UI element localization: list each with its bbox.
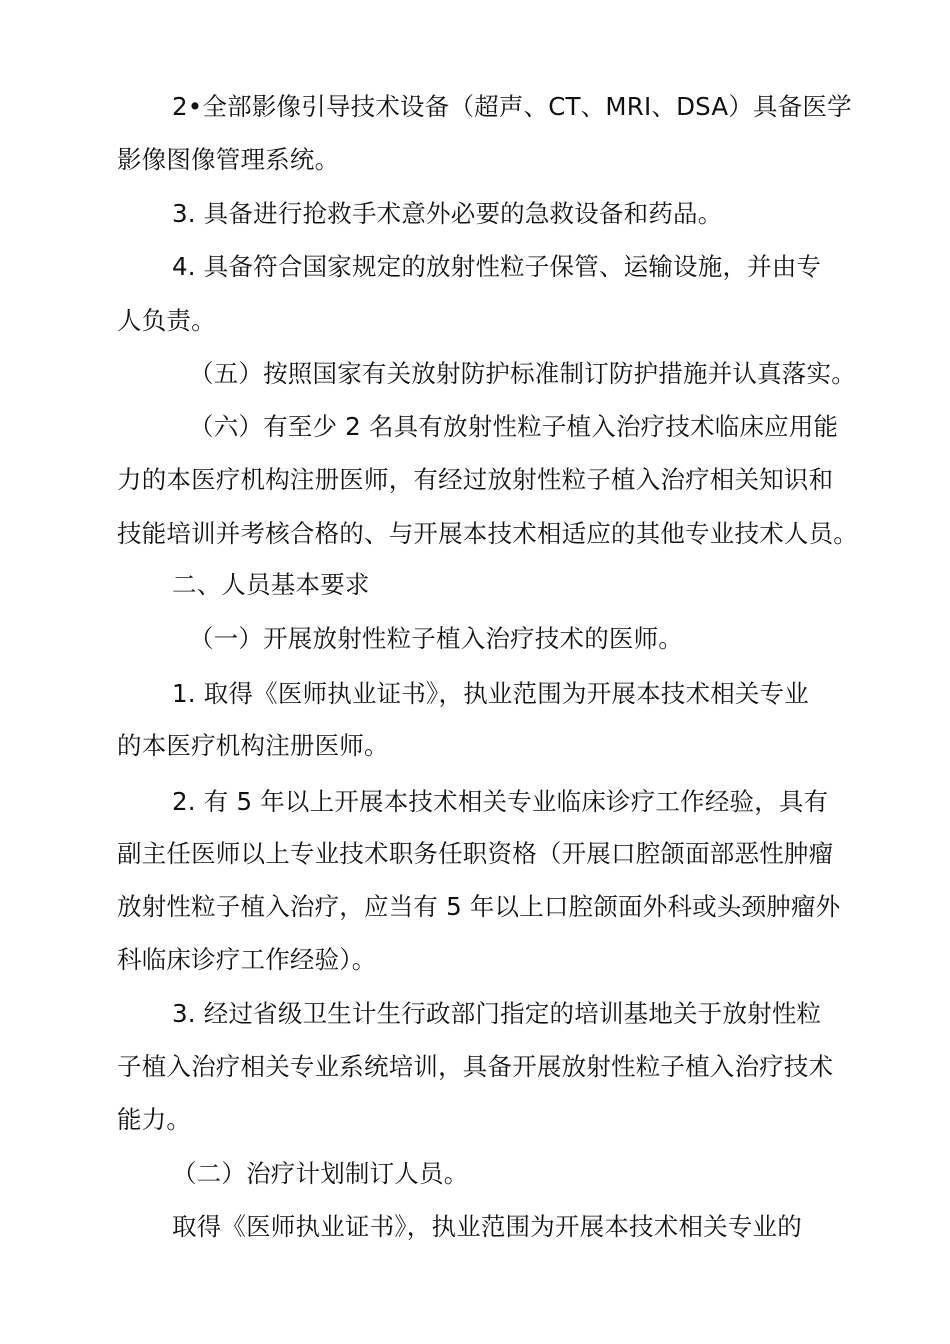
text-line: 取得《医师执业证书》，执业范围为开展本技术相关专业的: [172, 1212, 802, 1241]
section-heading: 二、人员基本要求: [172, 570, 370, 599]
text-line: 副主任医师以上专业技术职务任职资格（开展口腔颌面部恶性肿瘤: [117, 839, 834, 868]
subsection-heading: （二）治疗计划制订人员。: [172, 1159, 469, 1188]
text-line: 3. 经过省级卫生计生行政部门指定的培训基地关于放射性粒: [172, 999, 822, 1028]
text-line: 影像图像管理系统。: [117, 145, 340, 174]
text-line: 2•全部影像引导技术设备（超声、CT、MRI、DSA）具备医学: [172, 92, 852, 121]
text-line: 能力。: [117, 1105, 192, 1134]
text-line: （五）按照国家有关放射防护标准制订防护措施并认真落实。: [189, 359, 856, 388]
text-line: （六）有至少 2 名具有放射性粒子植入治疗技术临床应用能: [189, 412, 839, 441]
text-line: 的本医疗机构注册医师。: [117, 731, 389, 760]
text-line: 人负责。: [117, 306, 216, 335]
text-line: 力的本医疗机构注册医师，有经过放射性粒子植入治疗相关知识和: [117, 465, 834, 494]
text-line: 技能培训并考核合格的、与开展本技术相适应的其他专业技术人员。: [117, 519, 858, 548]
subsection-heading: （一）开展放射性粒子植入治疗技术的医师。: [189, 624, 683, 653]
text-line: 2. 有 5 年以上开展本技术相关专业临床诊疗工作经验，具有: [172, 787, 829, 816]
text-line: 1. 取得《医师执业证书》，执业范围为开展本技术相关专业: [172, 679, 810, 708]
text-line: 3. 具备进行抢救手术意外必要的急救设备和药品。: [172, 199, 723, 228]
text-line: 放射性粒子植入治疗，应当有 5 年以上口腔颌面外科或头颈肿瘤外: [117, 892, 841, 921]
text-line: 4. 具备符合国家规定的放射性粒子保管、运输设施，并由专: [172, 252, 822, 281]
text-line: 子植入治疗相关专业系统培训，具备开展放射性粒子植入治疗技术: [117, 1052, 834, 1081]
text-line: 科临床诊疗工作经验）。: [117, 945, 377, 974]
